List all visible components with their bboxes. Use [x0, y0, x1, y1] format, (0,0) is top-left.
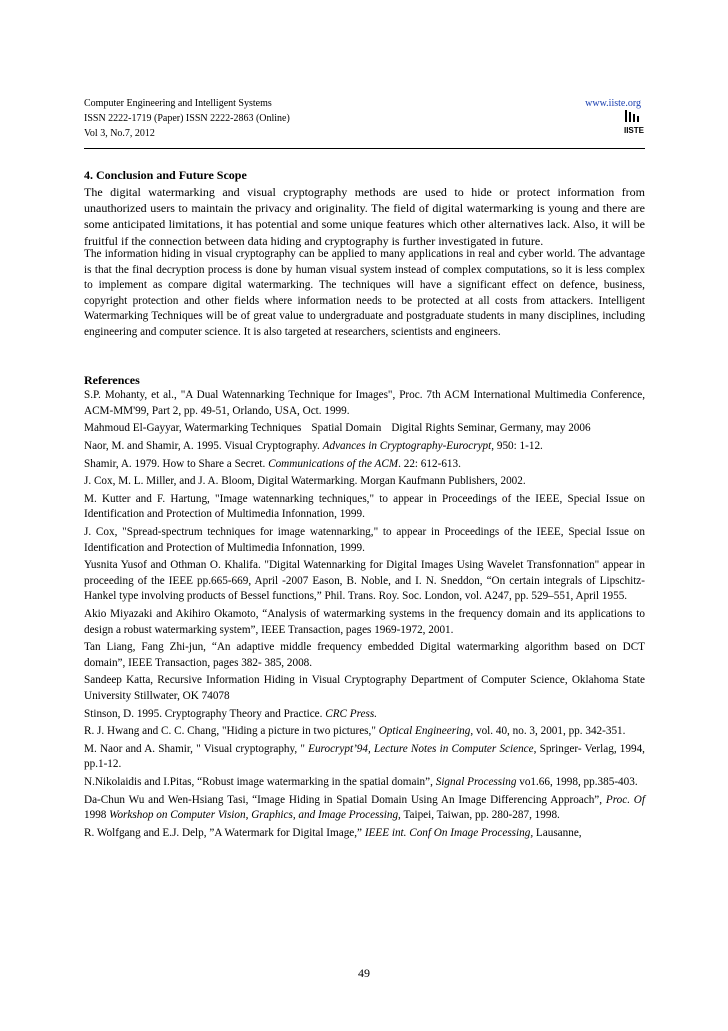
journal-header	[84, 96, 645, 141]
journal-url-link[interactable]: www.iiste.org	[585, 98, 641, 109]
journal-volume: Vol 3, No.7, 2012	[84, 128, 155, 139]
references-title: References	[84, 373, 140, 387]
reference-item: R. Wolfgang and E.J. Delp, ”A Watermark for Digital Image,” IEEE int. Conf On Image Processing, Lausanne,	[84, 827, 582, 839]
journal-issn: ISSN 2222-1719 (Paper) ISSN 2222-2863 (Online)	[84, 113, 290, 124]
reference-item: Da-Chun Wu and Wen-Hsiang Tasi, “Image Hiding in Spatial Domain Using An Image Differencing Approach”, Proc. Of 1998 Workshop on Computer Vision, Graphics, and Image Processing, Taipei, Taiwan, pp. 280-287, 1998.	[84, 793, 645, 822]
reference-item: Stinson, D. 1995. Cryptography Theory and Practice. CRC Press.	[84, 707, 378, 720]
header-divider	[84, 148, 645, 149]
reference-item: S.P. Mohanty, et al., "A Dual Watennarking Technique for Images", Proc. 7th ACM International Multimedia Conference, ACM-MM'99, Part 2, pp. 49-51, Orlando, USA, Oct. 1999.	[84, 389, 645, 417]
reference-item: Sandeep Katta, Recursive Information Hiding in Visual Cryptography Department of Computer Science, Oklahoma State University Stillwater, OK 74078	[84, 674, 645, 702]
reference-item: J. Cox, "Spread-spectrum techniques for image watennarking," to appear in Proceedings of the IEEE, Special Issue on Identification and Protection of Multimedia Infonnation, 1999.	[84, 526, 645, 554]
reference-item: Shamir, A. 1979. How to Share a Secret. Communications of the ACM. 22: 612-613.	[84, 457, 461, 470]
conclusion-paragraph-2: The information hiding in visual cryptography can be applied to many applications in real and cyber world. The advantage is that the final decryption process is done by human visual system instead of complex computations, so it is less complex to implement as compare digital watermarking. The techniques will have a significant effect on defence, business, copyright protection and other fields where information needs to be protected at all costs from attackers. Intelligent Watermarking Techniques will be of great value to undergraduate and postgraduate students in many disciplines, including engineering and computer science. It is also targeted at researchers, scientists and engineers.	[84, 248, 645, 338]
reference-item: Tan Liang, Fang Zhi-jun, “An adaptive middle frequency embedded Digital watermarking algorithm based on DCT domain”, IEEE Transaction, pages 382- 385, 2008.	[84, 641, 645, 669]
iiste-logo-icon	[623, 110, 645, 136]
section-title: 4. Conclusion and Future Scope	[84, 168, 247, 182]
conclusion-paragraph-1: The digital watermarking and visual cryptography methods are used to hide or protect information from unauthorized users to maintain the privacy and originality. The field of digital watermarking is young and there are some anticipated limitations, it has potential and some unique features which other alternatives lack. Also, it will be fruitful if the connection between data hiding and cryptography is further investigated in future.	[84, 185, 645, 248]
reference-item: Akio Miyazaki and Akihiro Okamoto, “Analysis of watermarking systems in the frequency domain and its applications to design a robust watermarking system”, IEEE Transaction, pages 1969-1972, 2001.	[84, 608, 645, 636]
reference-item: M. Kutter and F. Hartung, "Image watennarking techniques," to appear in Proceedings of the IEEE, Special Issue on Identification and Protection of Multimedia Infonnation, 1999.	[84, 492, 645, 521]
reference-item: N.Nikolaidis and I.Pitas, “Robust image watermarking in the spatial domain”, Signal Processing vo1.66, 1998, pp.385-403.	[84, 776, 638, 789]
reference-item: Mahmoud El-Gayyar, Watermarking Techniques Spatial Domain Digital Rights Seminar, Germany, may 2006	[84, 422, 591, 435]
reference-item: J. Cox, M. L. Miller, and J. A. Bloom, Digital Watermarking. Morgan Kaufmann Publishers, 2002.	[84, 475, 526, 488]
reference-item: Yusnita Yusof and Othman O. Khalifa. "Digital Watennarking for Digital Images Using Wavelet Transfonnation" appear in proceeding of the IEEE pp.665-669, April -2007 Eason, B. Noble, and I. N. Sneddon, “On certain integrals of Lipschitz-Hankel type involving products of Bessel functions,” Phil. Trans. Roy. Soc. London, vol. A247, pp. 529–551, April 1955.	[84, 559, 645, 603]
reference-list	[84, 388, 645, 844]
page-number: 49	[358, 966, 370, 980]
reference-item: Naor, M. and Shamir, A. 1995. Visual Cryptography. Advances in Cryptography-Eurocrypt, 950: 1-12.	[84, 439, 543, 452]
journal-name: Computer Engineering and Intelligent Systems	[84, 98, 272, 109]
logo-text: IISTE	[623, 126, 645, 135]
reference-item: M. Naor and A. Shamir, " Visual cryptography, " Eurocrypt’94, Lecture Notes in Computer Science, Springer- Verlag, 1994, pp.1-12.	[84, 742, 645, 771]
reference-item: R. J. Hwang and C. C. Chang, "Hiding a picture in two pictures," Optical Engineering, vol. 40, no. 3, 2001, pp. 342-351.	[84, 725, 626, 738]
